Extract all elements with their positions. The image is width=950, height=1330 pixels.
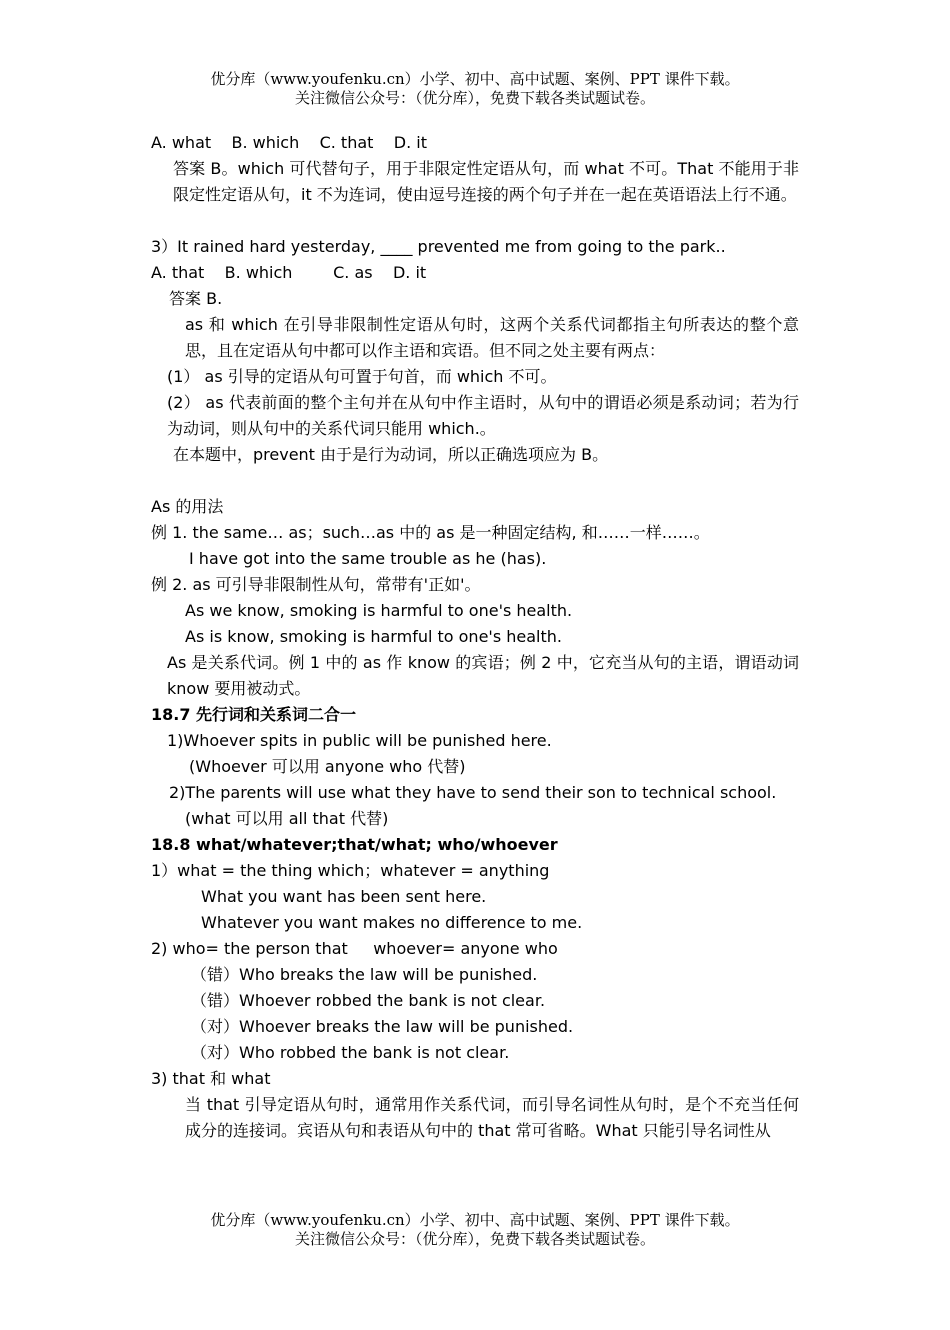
header-line-1: 优分库（www.youfenku.cn）小学、初中、高中试题、案例、PPT 课件下载。 [210, 70, 740, 88]
q3-conclusion: 在本题中，prevent 由于是行为动词，所以正确选项应为 B。 [173, 445, 609, 464]
q3-question: 3）It rained hard yesterday, ____ prevented me from going to the park.. [151, 237, 726, 256]
q3-point-2: (2） as 代表前面的整个主句并在从句中作主语时，从句中的谓语必须是系动词；若为行为动词，则从句中的关系代词只能用 which.。 [167, 393, 799, 438]
as-example-2-sentence-2: As is know, smoking is harmful to one's health. [185, 627, 562, 646]
section-18-7-item-1-note: (Whoever 可以用 anyone who 代替) [189, 757, 466, 776]
header-line-2: 关注微信公众号：（优分库），免费下载各类试题试卷。 [294, 89, 655, 107]
footer-line-2: 关注微信公众号：（优分库），免费下载各类试题试卷。 [294, 1230, 655, 1248]
as-example-2-sentence-1: As we know, smoking is harmful to one's health. [185, 601, 573, 620]
page-header [0, 70, 950, 108]
q3-explain: as 和 which 在引导非限制性定语从句时，这两个关系代词都指主句所表达的整个意思，且在定语从句中都可以作主语和宾语。但不同之处主要有两点： [185, 315, 799, 360]
q2-answer: 答案 B。which 可代替句子，用于非限定性定语从句，而 what 不可。That 不能用于非限定性定语从句，it 不为连词，使由逗号连接的两个句子并在一起在英语语法上行不通。 [173, 159, 799, 204]
section-18-8-point-3-text: 当 that 引导定语从句时，通常用作关系代词，而引导名词性从句时，是个不充当任何成分的连接词。宾语从句和表语从句中的 that 常可省略。What 只能引导名词性从 [185, 1095, 799, 1140]
page-footer [0, 1211, 950, 1249]
q3-options: A. that B. which C. as D. it [151, 263, 427, 282]
section-18-8-point-1-example-2: Whatever you want makes no difference to me. [201, 913, 583, 932]
spacer [151, 208, 799, 234]
section-18-7-item-2-note: (what 可以用 all that 代替) [185, 809, 389, 828]
footer-line-1: 优分库（www.youfenku.cn）小学、初中、高中试题、案例、PPT 课件下载。 [210, 1211, 740, 1229]
as-example-2: 例 2. as 可引导非限制性从句，常带有'正如'。 [151, 575, 481, 594]
as-usage-title: As 的用法 [151, 497, 224, 516]
section-18-8-point-1: 1）what = the thing which；whatever = anything [151, 861, 550, 880]
as-example-1: 例 1. the same… as；such…as 中的 as 是一种固定结构, 和……一样……。 [151, 523, 710, 542]
section-18-7-item-1: 1)Whoever spits in public will be punished here. [167, 731, 552, 750]
q2-options: A. what B. which C. that D. it [151, 133, 427, 152]
q3-point-1: (1） as 引导的定语从句可置于句首，而 which 不可。 [167, 367, 557, 386]
as-note: As 是关系代词。例 1 中的 as 作 know 的宾语；例 2 中，它充当从句的主语，谓语动词 know 要用被动式。 [167, 653, 799, 698]
spacer [151, 468, 799, 494]
section-18-8-point-2-example-3: （对）Whoever breaks the law will be punished. [191, 1017, 574, 1036]
section-18-8-point-3: 3) that 和 what [151, 1069, 271, 1088]
section-18-8-point-2-example-1: （错）Who breaks the law will be punished. [191, 965, 538, 984]
section-18-7-heading: 18.7 先行词和关系词二合一 [151, 705, 357, 724]
document-body [151, 130, 799, 1144]
section-18-7-item-2: 2)The parents will use what they have to send their son to technical school. [169, 783, 777, 802]
section-18-8-point-2: 2) who= the person that whoever= anyone who [151, 939, 558, 958]
section-18-8-point-1-example-1: What you want has been sent here. [201, 887, 487, 906]
section-18-8-point-2-example-4: （对）Who robbed the bank is not clear. [191, 1043, 510, 1062]
section-18-8-heading: 18.8 what/whatever;that/what; who/whoever [151, 835, 558, 854]
q3-answer: 答案 B. [169, 289, 223, 308]
as-example-1-sentence: I have got into the same trouble as he (has). [189, 549, 547, 568]
section-18-8-point-2-example-2: （错）Whoever robbed the bank is not clear. [191, 991, 546, 1010]
